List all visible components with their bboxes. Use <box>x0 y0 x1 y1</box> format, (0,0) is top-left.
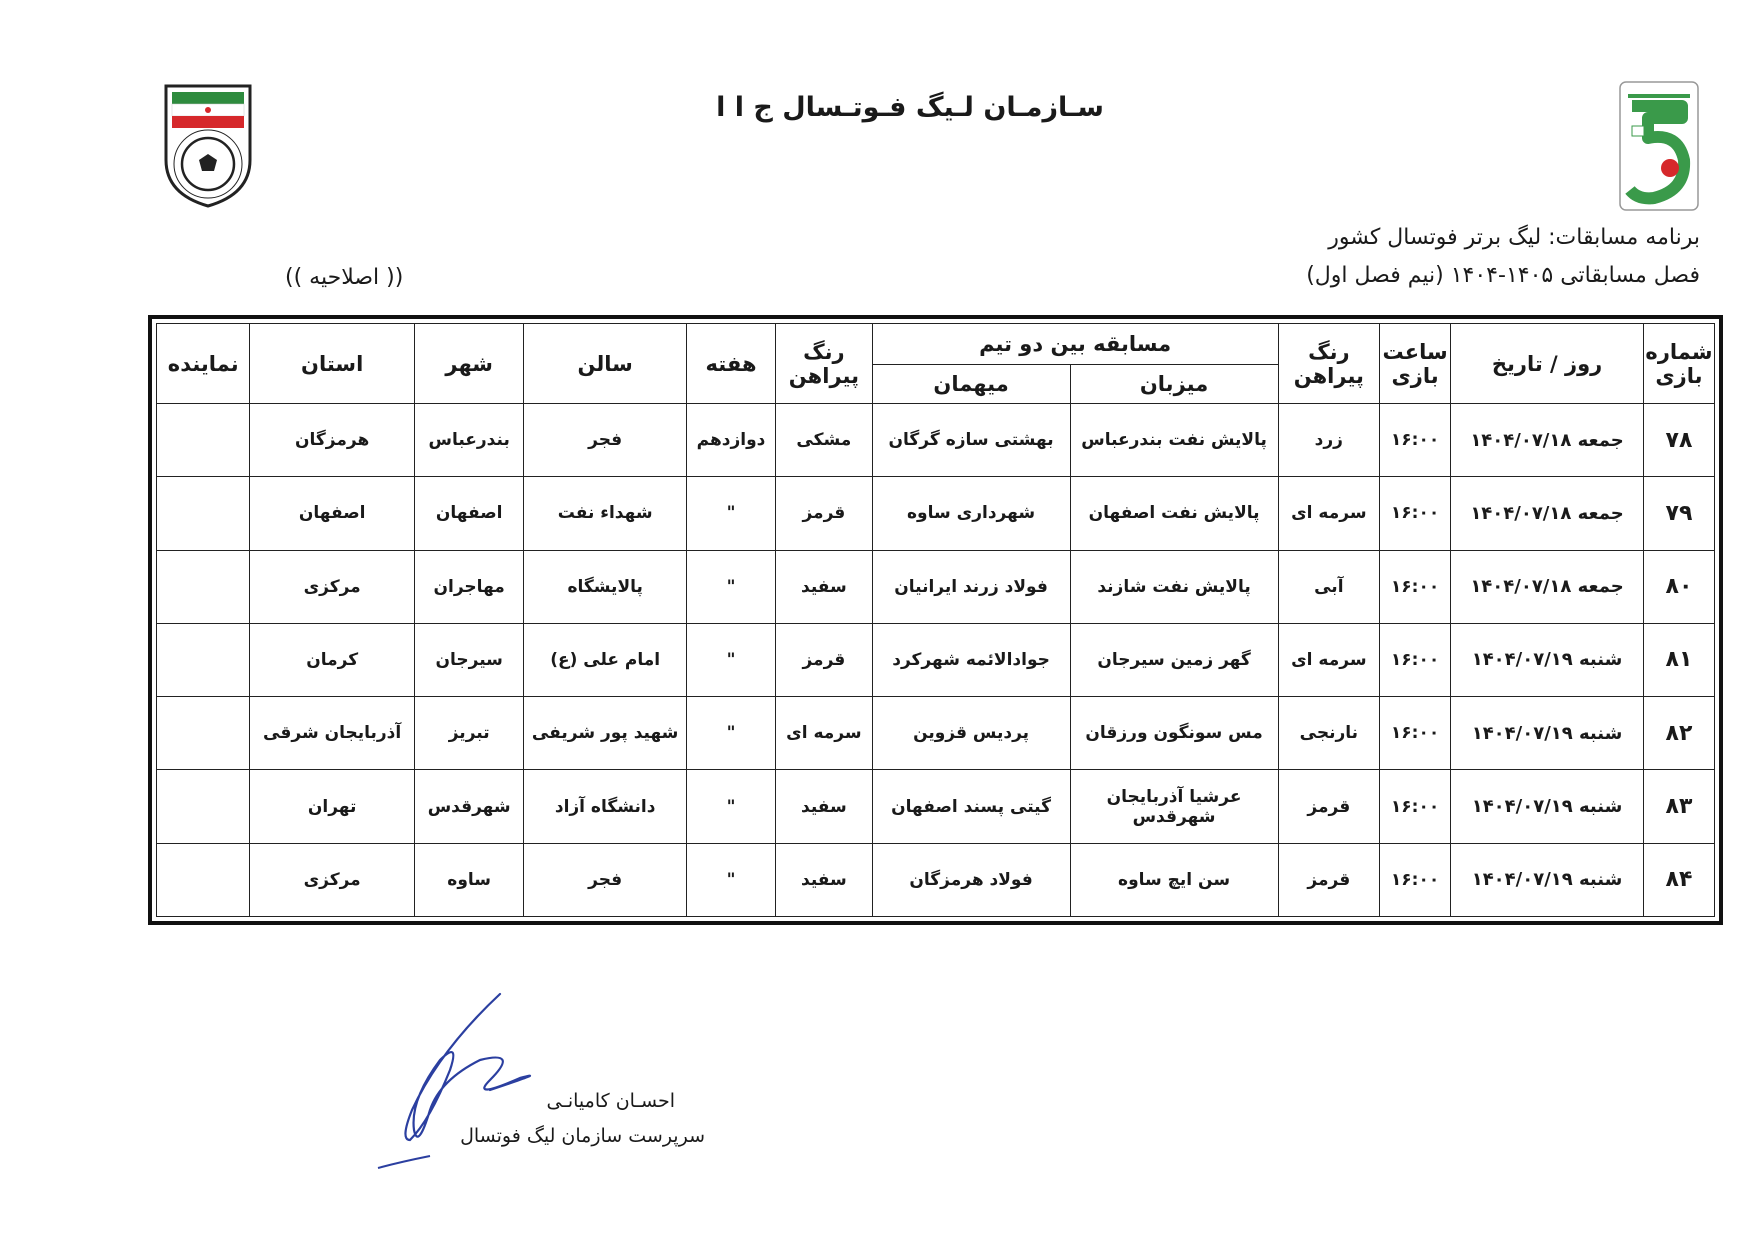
cell-province: هرمزگان <box>250 404 414 477</box>
cell-week: " <box>686 843 775 916</box>
cell-venue: پالایشگاه <box>524 550 686 623</box>
table-row <box>157 477 1715 550</box>
cell-city: تبریز <box>414 697 524 770</box>
header-match-group: مسابقه بین دو تیم <box>872 324 1278 365</box>
cell-home-color: قرمز <box>1278 843 1379 916</box>
header-rep: نماینده <box>157 324 250 404</box>
cell-venue: دانشگاه آزاد <box>524 770 686 843</box>
cell-city: ساوه <box>414 843 524 916</box>
cell-match-no: ۸۱ <box>1643 623 1714 696</box>
table-row <box>157 697 1715 770</box>
header-province: استان <box>250 324 414 404</box>
header-home: میزبان <box>1070 365 1278 404</box>
cell-home-color: زرد <box>1278 404 1379 477</box>
cell-match-no: ۸۰ <box>1643 550 1714 623</box>
cell-week: " <box>686 697 775 770</box>
signature-block <box>370 990 710 1180</box>
cell-rep <box>157 770 250 843</box>
header-time: ساعت بازی <box>1380 324 1451 404</box>
cell-away: گیتی پسند اصفهان <box>872 770 1070 843</box>
signature-mark <box>370 990 570 1180</box>
cell-away-color: سفید <box>776 843 872 916</box>
cell-venue: فجر <box>524 843 686 916</box>
cell-date: شنبه ۱۴۰۴/۰۷/۱۹ <box>1451 697 1644 770</box>
cell-away-color: سرمه ای <box>776 697 872 770</box>
season-subtitle: فصل مسابقاتی ۱۴۰۵-۱۴۰۴ (نیم فصل اول) <box>1306 263 1700 288</box>
schedule-table <box>156 323 1715 917</box>
federation-logo <box>162 82 254 210</box>
cell-week: " <box>686 550 775 623</box>
table-row <box>157 843 1715 916</box>
header-city: شهر <box>414 324 524 404</box>
cell-away: جوادالائمه شهرکرد <box>872 623 1070 696</box>
cell-rep <box>157 477 250 550</box>
cell-province: مرکزی <box>250 843 414 916</box>
cell-week: " <box>686 623 775 696</box>
cell-date: شنبه ۱۴۰۴/۰۷/۱۹ <box>1451 623 1644 696</box>
cell-rep <box>157 697 250 770</box>
cell-home-color: سرمه ای <box>1278 477 1379 550</box>
cell-away: بهشتی سازه گرگان <box>872 404 1070 477</box>
cell-city: اصفهان <box>414 477 524 550</box>
cell-province: اصفهان <box>250 477 414 550</box>
table-row <box>157 623 1715 696</box>
cell-match-no: ۸۴ <box>1643 843 1714 916</box>
cell-province: آذربایجان شرقی <box>250 697 414 770</box>
cell-rep <box>157 404 250 477</box>
cell-city: مهاجران <box>414 550 524 623</box>
schedule-table-frame <box>148 315 1723 925</box>
cell-home: پالایش نفت شازند <box>1070 550 1278 623</box>
cell-rep <box>157 843 250 916</box>
header-match-no: شماره بازی <box>1643 324 1714 404</box>
cell-date: جمعه ۱۴۰۴/۰۷/۱۸ <box>1451 477 1644 550</box>
cell-rep <box>157 550 250 623</box>
cell-time: ۱۶:۰۰ <box>1380 697 1451 770</box>
cell-time: ۱۶:۰۰ <box>1380 623 1451 696</box>
header-date: روز / تاریخ <box>1451 324 1644 404</box>
cell-away: فولاد زرند ایرانیان <box>872 550 1070 623</box>
revision-label: (( اصلاحیه )) <box>285 265 404 290</box>
cell-away-color: قرمز <box>776 623 872 696</box>
cell-time: ۱۶:۰۰ <box>1380 770 1451 843</box>
header-week: هفته <box>686 324 775 404</box>
signer-name: احسـان کامیانـی <box>546 1090 675 1112</box>
header-away: میهمان <box>872 365 1070 404</box>
cell-province: کرمان <box>250 623 414 696</box>
cell-time: ۱۶:۰۰ <box>1380 477 1451 550</box>
cell-home: پالایش نفت بندرعباس <box>1070 404 1278 477</box>
cell-away-color: قرمز <box>776 477 872 550</box>
cell-date: شنبه ۱۴۰۴/۰۷/۱۹ <box>1451 843 1644 916</box>
cell-time: ۱۶:۰۰ <box>1380 404 1451 477</box>
table-row <box>157 404 1715 477</box>
cell-venue: شهداء نفت <box>524 477 686 550</box>
cell-home: پالایش نفت اصفهان <box>1070 477 1278 550</box>
cell-match-no: ۷۸ <box>1643 404 1714 477</box>
cell-away-color: مشکی <box>776 404 872 477</box>
table-row <box>157 550 1715 623</box>
cell-rep <box>157 623 250 696</box>
signer-title: سرپرست سازمان لیگ فوتسال <box>460 1125 705 1147</box>
cell-venue: فجر <box>524 404 686 477</box>
cell-city: شهرقدس <box>414 770 524 843</box>
cell-home-color: نارنجی <box>1278 697 1379 770</box>
cell-time: ۱۶:۰۰ <box>1380 843 1451 916</box>
cell-home: سن ایچ ساوه <box>1070 843 1278 916</box>
cell-venue: امام علی (ع) <box>524 623 686 696</box>
cell-match-no: ۸۳ <box>1643 770 1714 843</box>
cell-date: جمعه ۱۴۰۴/۰۷/۱۸ <box>1451 404 1644 477</box>
cell-home: گهر زمین سیرجان <box>1070 623 1278 696</box>
header-away-color: رنگ پیراهن <box>776 324 872 404</box>
cell-home: عرشیا آذربایجان شهرقدس <box>1070 770 1278 843</box>
cell-away: شهرداری ساوه <box>872 477 1070 550</box>
header-venue: سالن <box>524 324 686 404</box>
cell-home: مس سونگون ورزقان <box>1070 697 1278 770</box>
cell-city: بندرعباس <box>414 404 524 477</box>
page-title: سـازمـان لـیگ فـوتـسال ج ا ا <box>716 92 1104 123</box>
cell-time: ۱۶:۰۰ <box>1380 550 1451 623</box>
cell-week: " <box>686 477 775 550</box>
cell-date: شنبه ۱۴۰۴/۰۷/۱۹ <box>1451 770 1644 843</box>
cell-away: پردیس قزوین <box>872 697 1070 770</box>
cell-venue: شهید پور شریفی <box>524 697 686 770</box>
cell-home-color: قرمز <box>1278 770 1379 843</box>
cell-week: " <box>686 770 775 843</box>
cell-date: جمعه ۱۴۰۴/۰۷/۱۸ <box>1451 550 1644 623</box>
futsal-league-logo <box>1618 80 1700 212</box>
cell-province: مرکزی <box>250 550 414 623</box>
cell-away-color: سفید <box>776 770 872 843</box>
cell-week: دوازدهم <box>686 404 775 477</box>
cell-match-no: ۸۲ <box>1643 697 1714 770</box>
cell-city: سیرجان <box>414 623 524 696</box>
cell-away-color: سفید <box>776 550 872 623</box>
cell-province: تهران <box>250 770 414 843</box>
header-home-color: رنگ پیراهن <box>1278 324 1379 404</box>
cell-home-color: آبی <box>1278 550 1379 623</box>
cell-match-no: ۷۹ <box>1643 477 1714 550</box>
cell-away: فولاد هرمزگان <box>872 843 1070 916</box>
table-row <box>157 770 1715 843</box>
program-subtitle: برنامه مسابقات: لیگ برتر فوتسال کشور <box>1328 225 1700 250</box>
cell-home-color: سرمه ای <box>1278 623 1379 696</box>
